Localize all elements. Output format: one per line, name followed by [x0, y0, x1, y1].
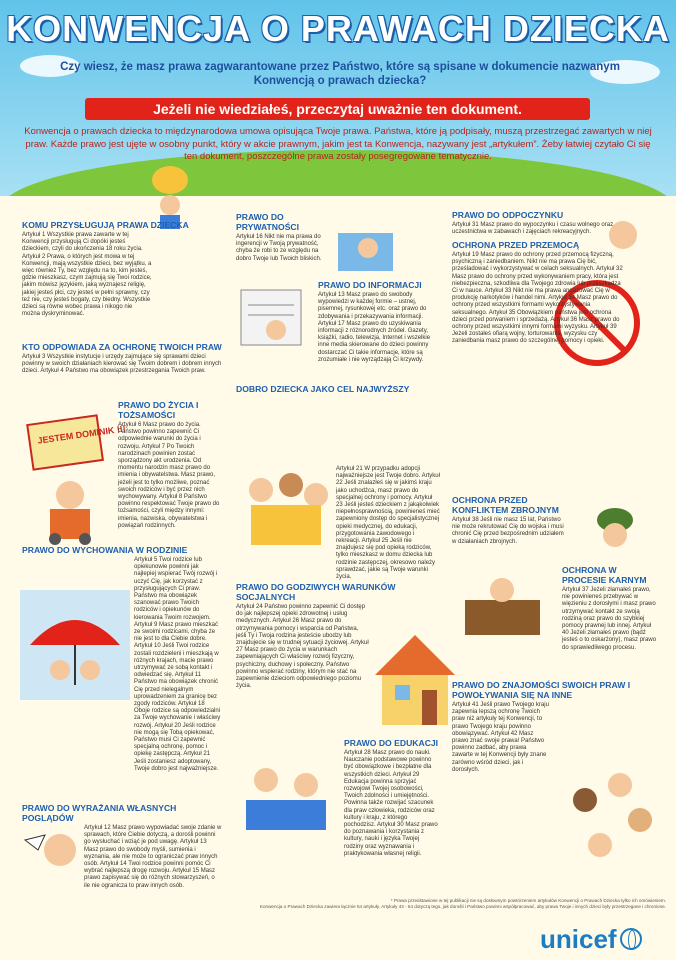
section-body: Artykuł 5 Twoi rodzice lub opiekunowie powinni jak najlepiej wspierać Twój rozwój i uczyć Cię, jak korzystać z przysługujących Ci praw. Państwo ma obowiązek szanować prawo Twoich rodziców i opiekunów do kierowania Twoim rozwojem. Artykuł 9 Masz prawo mieszkać ze swoimi rodzicami, chyba że nie jest to dla Ciebie dobre. Artykuł 10 Jeśli Twoi rodzice zostali rozdzieleni i mieszkają w różnych krajach, macie prawo utrzymywać ze sobą kontakt i odwiedzać się. Artykuł 11 Państwo ma obowiązek chronić Cię przed nielegalnym uprowadzeniem za granicę bez zgody rodziców. Artykuł 18 Oboje rodzice są odpowiedzialni za Twoje wychowanie i właściwy rozwój. Artykuł 20 Jeśli rodzice nie mogą się Tobą opiekować, Państwo musi Ci zapewnić specjalną ochronę, pomoc i opiekę zastępczą. Artykuł 21 Jeśli zostaniesz adoptowany, Twoje dobro jest najważniejsze.: [134, 557, 221, 772]
section-who-protects-rights: [22, 342, 222, 398]
section-body: Artykuł 41 Jeśli prawo Twojego kraju zapewnia lepszą ochronę Twoich praw niż artykuły tej Konwencji, to prawo Twojego kraju powinno obowiązywać. Artykuł 42 Masz prawo znać swoje prawa! Państwo powinno zadbać, aby prawa zawarte w tej Konwencji były znane zarówno wśród dzieci, jak i dorosłych.: [452, 702, 549, 773]
section-title: OCHRONA PRZED KONFLIKTEM ZBROJNYM: [452, 495, 559, 515]
section-title: OCHRONA PRZED PRZEMOCĄ: [452, 240, 580, 250]
privacy-illustration: [328, 218, 418, 278]
section-title: PRAWO DO INFORMACJI: [318, 280, 422, 290]
warning-banner: Jeżeli nie wiedziałeś, przeczytaj uważnie ten dokument.: [85, 98, 590, 120]
section-social-conditions: [236, 582, 440, 734]
footnote-line-1: * Prawa przedstawione w tej publikacji nie są dosłownym powtórzeniem artykułów Konwencji o Prawach Dziecka tylko ich omówieniem.: [390, 898, 666, 903]
footnote: [10, 898, 666, 910]
section-education: [236, 738, 440, 900]
section-title: PRAWO DO ZNAJOMOŚCI SWOICH PRAW I POWOŁYWANIA SIĘ NA INNE: [452, 680, 631, 700]
question-text: Czy wiesz, że masz prawa zagwarantowane przez Państwo, które są spisane w dokumencie nazwanym Konwencją o prawach dziecka?: [60, 61, 620, 87]
section-title: PRAWO DO WYRAŻANIA WŁASNYCH POGLĄDÓW: [22, 803, 177, 823]
sign-text: JESTEM DOMINIK !!!: [36, 423, 127, 446]
footnote-line-2: Konwencja o Prawach Dziecka zawiera łącznie 54 artykuły. Artykuły 43 - 54 dotyczą tego, jak dorośli i Państwo powinni współpracować, aby prawa Twoje i innych dzieci były przestrzegane i chronione.: [259, 904, 666, 909]
section-body: Artykuł 28 Masz prawo do nauki. Nauczanie podstawowe powinno być obowiązkowe i bezpłatne dla wszystkich dzieci. Artykuł 29 Edukacja powinna sprzyjać rozwojowi Twojej osobowości, Twoich zdolności i umiejętności. Powinna także rozwijać szacunek dla praw człowieka, rodziców oraz kultury i kraju, z którego pochodzisz. Artykuł 30 Masz prawo do poznawania i korzystania z kultury, nauki i języka Twojej rodziny oraz wyznawania i praktykowania własnej religii.: [344, 750, 438, 857]
section-body: Artykuł 24 Państwo powinno zapewnić Ci dostęp do jak najlepszej opieki zdrowotnej i usług medycznych. Artykuł 26 Masz prawo do otrzymywania pomocy i wsparcia od Państwa, jeśli Ty i Twoja rodzina jesteście ubodzy lub znajdujecie się w trudnej sytuacji życiowej. Artykuł 27 Masz prawo do życia w warunkach zapewniających Ci właściwy rozwój fizyczny, psychiczny, duchowy i społeczny. Państwo powinno wspierać rodziny, którym nie stać na zapewnienie dzieciom odpowiedniego poziomu życia.: [236, 604, 369, 690]
section-violence: [452, 240, 657, 487]
unicef-logo: [540, 922, 660, 956]
section-who-has-rights: [22, 220, 222, 324]
section-information: [318, 280, 440, 376]
section-title: PRAWO DO GODZIWYCH WARUNKÓW SOCJALNYCH: [236, 582, 396, 602]
section-life-identity: [118, 400, 223, 540]
section-body: Artykuł 37 Jeżeli złamałeś prawo, nie powinieneś przebywać w więzieniu z dorosłymi i masz prawo utrzymywać kontakt ze swoją rodziną oraz prawo do szybkiej pomocy prawnej lub innej. Artykuł 40 Jeżeli złamałeś prawo (bądź jesteś o to oskarżony), masz prawo do sprawiedliwego procesu.: [562, 587, 657, 651]
section-title: PRAWO DO EDUKACJI: [344, 738, 439, 748]
section-body: Artykuł 31 Masz prawo do wypoczynku i czasu wolnego oraz uczestnictwa w zabawach i zajęciach rekreacyjnych.: [452, 222, 614, 236]
section-know-rights: [452, 680, 657, 822]
sign-child-illustration: [20, 415, 127, 545]
section-body: Artykuł 38 Jeśli nie masz 15 lat, Państwo nie może rekrutować Cię do wojska i musi chronić Cię przed bezpośrednim udziałem w działaniach zbrojnych.: [452, 517, 564, 545]
section-body: Artykuł 6 Masz prawo do życia. Państwo powinno zapewnić Ci odpowiednie warunki do życia i rozwoju. Artykuł 7 Po Twoich narodzinach powinien zostać sporządzony akt urodzenia. Od momentu narodzin masz prawo do imienia i obywatelstwa. Masz prawo, jeżeli jest to tylko możliwe, poznać swoich rodziców i być przez nich wychowywany. Artykuł 8 Państwo powinno respektować Twoje prawo do tożsamości, czyli między innymi: imienia, nazwiska, obywatelstwa i powiązań rodzinnych.: [118, 422, 220, 529]
section-criminal-process: [452, 565, 657, 687]
section-title: PRAWO DO ODPOCZYNKU: [452, 210, 564, 220]
page-title: KONWENCJA O PRAWACH DZIECKA: [6, 8, 670, 49]
section-body: Artykuł 13 Masz prawo do swobody wypowiedzi w każdej formie – ustnej, pisemnej, rysunkowej etc. oraz prawo do zdobywania i przekazywania informacji. Artykuł 17 Masz prawo do uzyskiwania informacji z różnorodnych źródeł. Gazety, książki, radio, telewizja, Internet i wszelkie inne media skierowane do dzieci powinny dostarczać Ci takie informacje, które są zrozumiałe i nie wyrządzają Ci krzywdy.: [318, 292, 431, 363]
section-body: Artykuł 16 Nikt nie ma prawa do ingerencji w Twoją prywatność, chyba że robi to ze względu na dobro Twoje lub Twoich bliskich.: [236, 234, 322, 262]
section-title: KOMU PRZYSŁUGUJĄ PRAWA DZIECKA: [22, 220, 189, 230]
globe-icon: [620, 928, 642, 950]
section-title: KTO ODPOWIADA ZA OCHRONĘ TWOICH PRAW: [22, 342, 222, 352]
section-armed-conflict: [452, 495, 657, 557]
section-title: PRAWO DO PRYWATNOŚCI: [236, 212, 300, 232]
section-body: Artykuł 21 W przypadku adopcji najważniejsze jest Twoje dobro. Artykuł 22 Jeśli znalazłeś się w jakimś kraju jako uchodźca, masz prawo do specjalnej ochrony i pomocy. Artykuł 23 Jeśli jesteś dzieckiem z jakąkolwiek niepełnosprawnością, powinieneś mieć zapewniony dostęp do specjalistycznej opieki medycznej, do edukacji, przygotowania zawodowego i rekreacji. Artykuł 25 Jeśli nie znajdujesz się pod opieką rodziców, tylko mieszkasz w domu dziecka lub rodzinie zastępczej, okresowo należy sprawdzać, jakie są Twoje warunki życia.: [336, 466, 440, 581]
section-title: PRAWO DO ŻYCIA I TOŻSAMOŚCI: [118, 400, 199, 420]
section-body: Artykuł 1 Wszystkie prawa zawarte w tej Konwencji przysługują Ci dopóki jesteś dzieckiem, czyli do ukończenia 18 roku życia. Artykuł 2 Prawa, o których jest mowa w tej Konwencji, mają wszystkie dzieci, bez wyjątku, a więc również Ty, bez względu na to, kim jesteś, gdzie mieszkasz, czym zajmują się Twoi rodzice, jakim mówisz językiem, jaką wyznajesz religię, jakiej jesteś płci, czy jesteś w pełni sprawny, czy też nie, czy jesteś bogaty, czy biedny. Wszystkie dzieci są równe wobec prawa i nikogo nie można dyskryminować.: [22, 232, 152, 318]
unicef-wordmark: unicef: [540, 923, 617, 954]
section-title: DOBRO DZIECKA JAKO CEL NAJWYŻSZY: [236, 384, 410, 394]
section-body: Artykuł 19 Masz prawo do ochrony przed przemocą fizyczną, psychiczną i zaniedbaniem. Nikt nie ma prawa Cię bić, prześladować i wykorzystywać w celach seksualnych. Artykuł 32 Masz prawo do ochrony przed wykonywaniem pracy, która jest niebezpieczna, szkodliwa dla Twojego zdrowia lub przeszkadza Ci w nauce. Artykuł 33 Nikt nie ma prawa angażować Cię w produkcję narkotyków i handel nimi. Artykuł 34 Masz prawo do ochrony przed wszystkimi formami wykorzystywania seksualnego. Artykuł 35 Obowiązkiem państwa jest ochrona dzieci przed porwaniem i sprzedażą. Artykuł 36 Masz prawo do ochrony przed wszystkimi innymi formami wyzysku. Artykuł 39 Jeżeli zostałeś ofiarą wojny, torturowania, wyzysku czy zaniedbania masz prawo do szczególnej pomocy i opieki.: [452, 252, 623, 345]
section-title: OCHRONA W PROCESIE KARNYM: [562, 565, 647, 585]
section-title: PRAWO DO WYCHOWANIA W RODZINIE: [22, 545, 188, 555]
newspaper-illustration: [236, 280, 316, 355]
section-family: [22, 545, 222, 807]
section-body: Artykuł 3 Wszystkie instytucje i urzędy zajmujące się sprawami dzieci powinny w swoich działaniach kierować się Twoim dobrem i dobrem innych dzieci. Artykuł 4 Państwo ma obowiązek przestrzegania Twoich praw.: [22, 354, 222, 375]
section-child-welfare: [236, 384, 440, 581]
section-body: Artykuł 12 Masz prawo wypowiadać swoje zdanie w sprawach, które Ciebie dotyczą, a dorośli powinni go wysłuchać i wziąć je pod uwagę. Artykuł 13 Masz prawo do swobody myśli, sumienia i wyznania, ale nie może to ograniczać praw innych osób. Artykuł 14 Twoi rodzice powinni pomóc Ci wybrać najlepszą drogę rozwoju. Artykuł 15 Masz prawo zapisywać się do różnych stowarzyszeń, o ile nie ogranicza to praw innych osób.: [84, 825, 222, 889]
intro-text: Konwencja o prawach dziecka to międzynarodowa umowa opisująca Twoje prawa. Państwa, które ją podpisały, muszą przestrzegać zawartych w niej praw. Każde prawo jest ujęte w osobny punkt, który w akcie prawnym, jakim jest ta Konwencja, nazywany jest „artykułem”. Żeby łatwiej czytało Ci się ten dokument, poszczególne prawa zostały posegregowane tematycznie.: [24, 126, 652, 162]
section-privacy: [236, 212, 331, 278]
section-own-views: [22, 803, 222, 903]
section-rest: [452, 210, 657, 244]
